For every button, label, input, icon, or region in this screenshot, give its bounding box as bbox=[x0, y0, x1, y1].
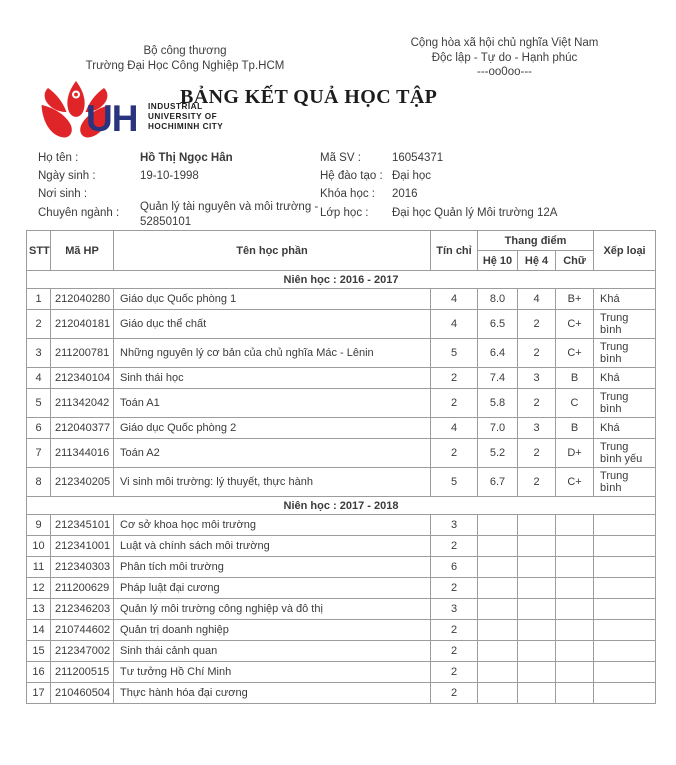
cell-stt: 10 bbox=[27, 536, 51, 557]
cell-stt: 7 bbox=[27, 439, 51, 468]
svg-text:HOCHIMINH CITY: HOCHIMINH CITY bbox=[148, 122, 223, 131]
cell-chu bbox=[556, 662, 594, 683]
cell-tin-chi: 2 bbox=[431, 368, 478, 389]
cell-he-4 bbox=[518, 662, 556, 683]
class-label: Lớp học : bbox=[320, 207, 369, 219]
cell-tin-chi: 2 bbox=[431, 578, 478, 599]
cell-ma-hp: 212340104 bbox=[51, 368, 114, 389]
cell-chu: C+ bbox=[556, 339, 594, 368]
results-table-header bbox=[27, 231, 656, 271]
cell-ten-hoc-phan: Luật và chính sách môi trường bbox=[114, 536, 431, 557]
cell-tin-chi: 4 bbox=[431, 310, 478, 339]
course-row bbox=[27, 620, 656, 641]
col-header-xep-loai: Xếp loại bbox=[594, 231, 656, 271]
page-title: BẢNG KẾT QUẢ HỌC TẬP bbox=[180, 86, 438, 108]
course-row bbox=[27, 418, 656, 439]
cell-xep-loai: Khá bbox=[594, 418, 656, 439]
cell-ma-hp: 210744602 bbox=[51, 620, 114, 641]
cell-ten-hoc-phan: Sinh thái cảnh quan bbox=[114, 641, 431, 662]
cell-chu bbox=[556, 683, 594, 704]
cell-xep-loai bbox=[594, 536, 656, 557]
cell-he-4 bbox=[518, 641, 556, 662]
cell-ten-hoc-phan: Giáo dục Quốc phòng 1 bbox=[114, 289, 431, 310]
birthplace-label: Nơi sinh : bbox=[38, 188, 88, 200]
cell-he-10 bbox=[478, 683, 518, 704]
ministry-line: Bộ công thương bbox=[143, 45, 227, 57]
course-row bbox=[27, 339, 656, 368]
cell-he-4: 2 bbox=[518, 389, 556, 418]
program-value: Đại học bbox=[392, 170, 431, 182]
cell-ten-hoc-phan: Toán A1 bbox=[114, 389, 431, 418]
cell-ten-hoc-phan: Toán A2 bbox=[114, 439, 431, 468]
cell-he-10 bbox=[478, 578, 518, 599]
cell-xep-loai bbox=[594, 515, 656, 536]
cell-xep-loai bbox=[594, 599, 656, 620]
col-header-stt: STT bbox=[27, 231, 51, 271]
cell-ma-hp: 212346203 bbox=[51, 599, 114, 620]
cell-he-4 bbox=[518, 620, 556, 641]
cell-he-10 bbox=[478, 620, 518, 641]
cell-xep-loai bbox=[594, 683, 656, 704]
cell-chu: C bbox=[556, 389, 594, 418]
cell-chu bbox=[556, 578, 594, 599]
cell-stt: 4 bbox=[27, 368, 51, 389]
cell-he-4: 3 bbox=[518, 418, 556, 439]
cell-ma-hp: 212040377 bbox=[51, 418, 114, 439]
cell-chu: B+ bbox=[556, 289, 594, 310]
cell-stt: 13 bbox=[27, 599, 51, 620]
col-header-tin-chi: Tín chỉ bbox=[431, 231, 478, 271]
cell-stt: 8 bbox=[27, 468, 51, 497]
course-row bbox=[27, 599, 656, 620]
cell-ten-hoc-phan: Tư tưởng Hồ Chí Minh bbox=[114, 662, 431, 683]
cell-he-10 bbox=[478, 599, 518, 620]
cell-he-10: 7.4 bbox=[478, 368, 518, 389]
cell-xep-loai bbox=[594, 557, 656, 578]
cell-xep-loai: Trung bình bbox=[594, 310, 656, 339]
cell-ma-hp: 212340303 bbox=[51, 557, 114, 578]
cell-he-10: 6.5 bbox=[478, 310, 518, 339]
course-row bbox=[27, 468, 656, 497]
results-table-body bbox=[27, 271, 656, 704]
republic-motto-block bbox=[402, 36, 607, 80]
cell-tin-chi: 3 bbox=[431, 599, 478, 620]
cell-stt: 2 bbox=[27, 310, 51, 339]
course-row bbox=[27, 439, 656, 468]
cell-tin-chi: 2 bbox=[431, 389, 478, 418]
cell-ma-hp: 211344016 bbox=[51, 439, 114, 468]
cell-ma-hp: 212340205 bbox=[51, 468, 114, 497]
cell-ten-hoc-phan: Sinh thái học bbox=[114, 368, 431, 389]
col-header-he-4: Hệ 4 bbox=[518, 251, 556, 271]
cohort-label: Khóa học : bbox=[320, 188, 375, 200]
cell-chu: D+ bbox=[556, 439, 594, 468]
cell-chu bbox=[556, 557, 594, 578]
cell-xep-loai bbox=[594, 620, 656, 641]
cell-tin-chi: 3 bbox=[431, 515, 478, 536]
cell-ma-hp: 210460504 bbox=[51, 683, 114, 704]
cell-tin-chi: 4 bbox=[431, 418, 478, 439]
cell-xep-loai bbox=[594, 578, 656, 599]
cell-stt: 17 bbox=[27, 683, 51, 704]
cell-he-10 bbox=[478, 641, 518, 662]
cell-chu bbox=[556, 599, 594, 620]
cell-chu: C+ bbox=[556, 310, 594, 339]
cell-he-10 bbox=[478, 557, 518, 578]
cell-xep-loai: Trung bình yếu bbox=[594, 439, 656, 468]
svg-text:UNIVERSITY OF: UNIVERSITY OF bbox=[148, 112, 218, 121]
cell-ten-hoc-phan: Những nguyên lý cơ bản của chủ nghĩa Mác - Lênin bbox=[114, 339, 431, 368]
cell-stt: 5 bbox=[27, 389, 51, 418]
cell-tin-chi: 2 bbox=[431, 683, 478, 704]
logo-letters: UH bbox=[86, 98, 138, 139]
course-row bbox=[27, 368, 656, 389]
cell-he-4: 2 bbox=[518, 339, 556, 368]
cell-he-4: 2 bbox=[518, 310, 556, 339]
cell-stt: 15 bbox=[27, 641, 51, 662]
cell-stt: 1 bbox=[27, 289, 51, 310]
cell-ma-hp: 212341001 bbox=[51, 536, 114, 557]
republic-line3: ---oo0oo--- bbox=[477, 66, 532, 78]
cell-he-10 bbox=[478, 662, 518, 683]
birthdate-label: Ngày sinh : bbox=[38, 170, 96, 182]
cell-ten-hoc-phan: Vi sinh môi trường: lý thuyết, thực hành bbox=[114, 468, 431, 497]
cell-chu bbox=[556, 536, 594, 557]
cell-chu: B bbox=[556, 418, 594, 439]
birthdate-value: 19-10-1998 bbox=[140, 170, 199, 182]
cell-he-4 bbox=[518, 515, 556, 536]
cell-ma-hp: 211200781 bbox=[51, 339, 114, 368]
fullname-label: Họ tên : bbox=[38, 152, 79, 164]
course-row bbox=[27, 662, 656, 683]
cell-ten-hoc-phan: Quản lý môi trường công nghiệp và đô thị bbox=[114, 599, 431, 620]
cell-ten-hoc-phan: Giáo dục Quốc phòng 2 bbox=[114, 418, 431, 439]
results-table bbox=[26, 230, 656, 704]
cell-tin-chi: 2 bbox=[431, 662, 478, 683]
cell-stt: 9 bbox=[27, 515, 51, 536]
cell-tin-chi: 2 bbox=[431, 641, 478, 662]
cell-he-10: 6.7 bbox=[478, 468, 518, 497]
republic-line2: Độc lập - Tự do - Hạnh phúc bbox=[431, 51, 578, 64]
cell-ma-hp: 211342042 bbox=[51, 389, 114, 418]
cell-ma-hp: 212040280 bbox=[51, 289, 114, 310]
cell-ma-hp: 212347002 bbox=[51, 641, 114, 662]
course-row bbox=[27, 310, 656, 339]
course-row bbox=[27, 683, 656, 704]
class-value: Đại học Quản lý Môi trường 12A bbox=[392, 207, 558, 219]
cohort-value: 2016 bbox=[392, 188, 418, 200]
cell-ten-hoc-phan: Giáo dục thể chất bbox=[114, 310, 431, 339]
year-section-title: Niên học : 2017 - 2018 bbox=[27, 497, 656, 515]
cell-he-4 bbox=[518, 683, 556, 704]
cell-tin-chi: 2 bbox=[431, 620, 478, 641]
cell-xep-loai: Khá bbox=[594, 368, 656, 389]
cell-stt: 14 bbox=[27, 620, 51, 641]
col-header-thang-diem: Thang điểm bbox=[478, 231, 594, 251]
cell-chu: C+ bbox=[556, 468, 594, 497]
cell-stt: 3 bbox=[27, 339, 51, 368]
republic-line1: Cộng hòa xã hội chủ nghĩa Việt Nam bbox=[410, 37, 599, 49]
cell-xep-loai: Trung bình bbox=[594, 389, 656, 418]
cell-he-10: 5.8 bbox=[478, 389, 518, 418]
course-row bbox=[27, 389, 656, 418]
cell-ten-hoc-phan: Cơ sở khoa học môi trường bbox=[114, 515, 431, 536]
cell-ma-hp: 211200515 bbox=[51, 662, 114, 683]
cell-chu bbox=[556, 515, 594, 536]
cell-ten-hoc-phan: Quản trị doanh nghiệp bbox=[114, 620, 431, 641]
cell-chu bbox=[556, 641, 594, 662]
cell-tin-chi: 2 bbox=[431, 536, 478, 557]
cell-stt: 12 bbox=[27, 578, 51, 599]
cell-xep-loai: Trung bình bbox=[594, 339, 656, 368]
university-line: Trường Đại Học Công Nghiệp Tp.HCM bbox=[85, 59, 285, 72]
col-header-ten-hoc-phan: Tên học phần bbox=[114, 231, 431, 271]
cell-he-4 bbox=[518, 536, 556, 557]
course-row bbox=[27, 641, 656, 662]
cell-he-4 bbox=[518, 578, 556, 599]
cell-xep-loai bbox=[594, 662, 656, 683]
cell-tin-chi: 5 bbox=[431, 468, 478, 497]
year-section-title: Niên học : 2016 - 2017 bbox=[27, 271, 656, 289]
col-header-ma-hp: Mã HP bbox=[51, 231, 114, 271]
cell-he-4 bbox=[518, 557, 556, 578]
cell-tin-chi: 5 bbox=[431, 339, 478, 368]
year-section-row bbox=[27, 271, 656, 289]
cell-he-4: 2 bbox=[518, 468, 556, 497]
svg-text:INDUSTRIAL: INDUSTRIAL bbox=[148, 102, 203, 111]
major-label: Chuyên ngành : bbox=[38, 207, 120, 219]
course-row bbox=[27, 515, 656, 536]
cell-xep-loai: Trung bình bbox=[594, 468, 656, 497]
cell-chu: B bbox=[556, 368, 594, 389]
issuing-org-block bbox=[55, 44, 315, 73]
cell-tin-chi: 6 bbox=[431, 557, 478, 578]
cell-chu bbox=[556, 620, 594, 641]
student-id-label: Mã SV : bbox=[320, 152, 361, 164]
cell-xep-loai bbox=[594, 641, 656, 662]
course-row bbox=[27, 536, 656, 557]
cell-stt: 16 bbox=[27, 662, 51, 683]
cell-ma-hp: 212345101 bbox=[51, 515, 114, 536]
course-row bbox=[27, 289, 656, 310]
year-section-row bbox=[27, 497, 656, 515]
cell-he-10 bbox=[478, 515, 518, 536]
cell-he-10: 5.2 bbox=[478, 439, 518, 468]
cell-ma-hp: 211200629 bbox=[51, 578, 114, 599]
student-id-value: 16054371 bbox=[392, 152, 444, 164]
col-header-he-10: Hệ 10 bbox=[478, 251, 518, 271]
cell-he-4: 2 bbox=[518, 439, 556, 468]
fullname-value: Hồ Thị Ngọc Hân bbox=[140, 152, 233, 164]
cell-tin-chi: 4 bbox=[431, 289, 478, 310]
cell-he-10 bbox=[478, 536, 518, 557]
cell-ten-hoc-phan: Phân tích môi trường bbox=[114, 557, 431, 578]
cell-ten-hoc-phan: Thực hành hóa đại cương bbox=[114, 683, 431, 704]
course-row bbox=[27, 578, 656, 599]
cell-stt: 6 bbox=[27, 418, 51, 439]
cell-stt: 11 bbox=[27, 557, 51, 578]
col-header-chu: Chữ bbox=[556, 251, 594, 271]
cell-tin-chi: 2 bbox=[431, 439, 478, 468]
course-row bbox=[27, 557, 656, 578]
cell-he-4 bbox=[518, 599, 556, 620]
cell-he-10: 7.0 bbox=[478, 418, 518, 439]
cell-xep-loai: Khá bbox=[594, 289, 656, 310]
cell-he-10: 8.0 bbox=[478, 289, 518, 310]
major-value: Quản lý tài nguyên và môi trường - 52850101 bbox=[140, 201, 319, 228]
cell-he-10: 6.4 bbox=[478, 339, 518, 368]
cell-he-4: 4 bbox=[518, 289, 556, 310]
program-label: Hệ đào tạo : bbox=[320, 170, 383, 182]
cell-ten-hoc-phan: Pháp luật đại cương bbox=[114, 578, 431, 599]
cell-he-4: 3 bbox=[518, 368, 556, 389]
cell-ma-hp: 212040181 bbox=[51, 310, 114, 339]
